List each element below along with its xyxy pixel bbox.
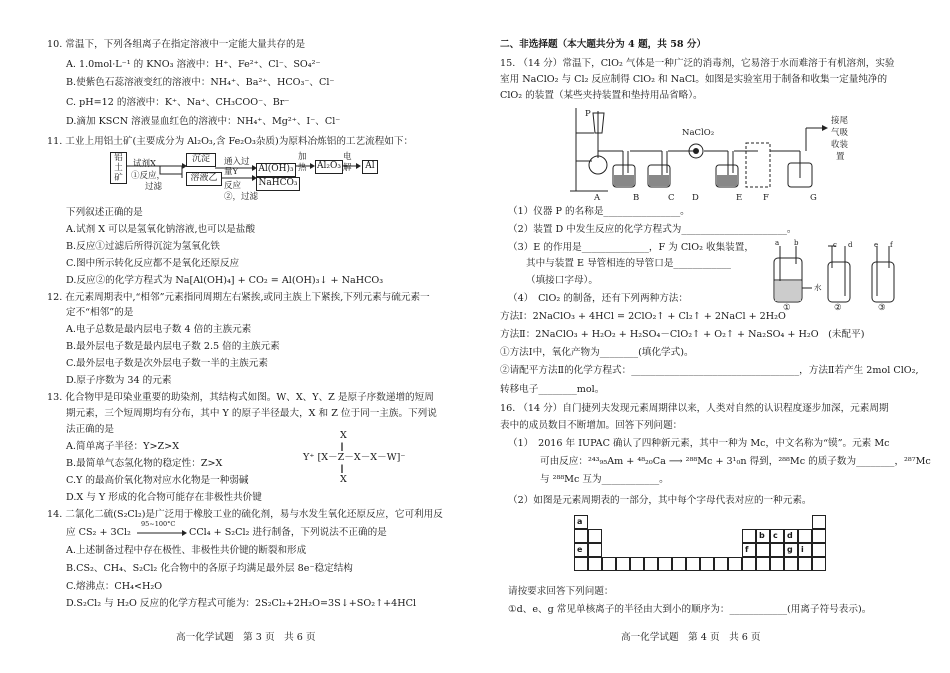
q14-option-b: B.CS₂、CH₄、S₂Cl₂ 化合物中的各原子均满足最外层 8e⁻稳定结构 xyxy=(66,563,353,574)
q16-line-6: （2）如图是元素周期表的一部分，其中每个字母代表对应的一种元素。 xyxy=(508,495,812,506)
pt-cell-he xyxy=(812,515,826,529)
pt-cell-n xyxy=(770,529,784,543)
q13-option-d: D.X 与 Y 形成的化合物可能存在非极性共价键 xyxy=(66,492,262,503)
nahco3-box: NaHCO₃ xyxy=(256,177,300,191)
q16-line-8: ①d、e、g 常见单核离子的半径由大到小的顺序为：____________(用离子符号表示)。 xyxy=(508,604,872,615)
pt-cell-ca xyxy=(588,557,602,571)
q11-intro: 下列叙述正确的是 xyxy=(66,207,143,218)
pt-cell-ti xyxy=(616,557,630,571)
q11-option-a: A.试剂 X 可以是氢氧化钠溶液,也可以是盐酸 xyxy=(66,224,256,235)
tail-gas-label-2: 气吸 xyxy=(831,128,849,138)
apparatus-label-d: D xyxy=(692,193,699,203)
solution-b-box: 溶液乙 xyxy=(186,172,222,186)
bottle-water-label: 水 xyxy=(814,283,822,292)
pt-cell-co xyxy=(686,557,700,571)
pt-cell-o xyxy=(784,529,798,543)
apparatus-label-e: E xyxy=(736,193,743,203)
q10-stem: 10. 常温下，下列各组离子在指定溶液中一定能大量共存的是 xyxy=(47,39,306,50)
left-page-footer: 高一化学试题 第 3 页 共 6 页 xyxy=(176,632,316,643)
q14-option-c: C.熔沸点：CH₄<H₂O xyxy=(66,581,163,592)
q10-option-d: D.滴加 KSCN 溶液显血红色的溶液中：NH₄⁺、Mg²⁺、I⁻、Cl⁻ xyxy=(66,116,341,127)
pt-cell-cu xyxy=(714,557,728,571)
q11-stem: 11. 工业上用铝土矿(主要成分为 Al₂O₃,含 Fe₂O₃杂质)为原料冶炼铝的工艺流程如下： xyxy=(47,136,414,147)
q12-option-a: A.电子总数是最内层电子数 4 倍的主族元素 xyxy=(66,324,252,335)
pt-cell-h xyxy=(574,529,588,543)
q13-stem-3: 法正确的是 xyxy=(66,424,114,435)
q16-line-7: 请按要求回答下列问题： xyxy=(508,586,614,597)
heat-label-1: 加 xyxy=(298,152,307,162)
bottle-port-a: a xyxy=(775,239,780,247)
apparatus-label-b: B xyxy=(633,193,640,203)
q12-stem-1: 12. 在元素周期表中,“相邻”元素指同周期左右紧挨,或同主族上下紧挨,下列元素与硫元素一 xyxy=(47,292,430,303)
pt-cell-v xyxy=(630,557,644,571)
q14-eq-left: 应 CS₂ + 3Cl₂ xyxy=(66,527,131,538)
pt-cell-p xyxy=(770,543,784,557)
q14-eq-arrow xyxy=(137,529,187,537)
bottle-1-label: ① xyxy=(783,303,791,313)
pt-cell-al xyxy=(742,543,756,557)
q16-line-3: （1） 2016 年 IUPAC 确认了四种新元素，其中一种为 Mc，中文名称为“镆”。元素 Mc xyxy=(508,438,890,449)
q10-option-b: B.使紫色石蕊溶液变红的溶液中：NH₄⁺、Ba²⁺、HCO₃⁻、Cl⁻ xyxy=(66,77,335,88)
bottle-2-label: ② xyxy=(834,303,842,313)
q15-sub-2: （2）装置 D 中发生反应的化学方程式为______________________。 xyxy=(508,224,797,235)
pt-letter-g: g xyxy=(787,545,793,554)
q15-sub-4-1: ①方法Ⅰ中，氧化产物为________(填化学式)。 xyxy=(500,347,694,358)
q15-stem-1: 15. （14 分）常温下，ClO₂ 气体是一种广泛的消毒剂，它易溶于水而难溶于有机溶剂，实验 xyxy=(500,58,895,69)
q15-sub-4: （4） ClO₂ 的制备，还有下列两种方法： xyxy=(508,293,688,304)
q15-method-2: 方法Ⅱ：2NaClO₃ + H₂O₂ + H₂SO₄－ClO₂↑ + O₂↑ + Na₂SO₄ + H₂O (未配平) xyxy=(500,329,865,340)
q16-line-5: 与 ²⁸⁸Mc 互为____________。 xyxy=(540,474,669,485)
pt-cell-si xyxy=(756,543,770,557)
pt-cell-ge xyxy=(756,557,770,571)
q13-stem-1: 13. 化合物甲是印染业重要的助染剂，其结构式如图。W、X、Y、Z 是原子序数递增的短周 xyxy=(47,392,434,403)
bottle-port-e: e xyxy=(874,241,879,249)
pt-cell-ar xyxy=(812,543,826,557)
q14-eq-right: CCl₄ + S₂Cl₂ 进行制备，下列说法不正确的是 xyxy=(189,527,387,538)
electrolysis-label-2: 解 xyxy=(343,163,352,173)
pt-cell-ga xyxy=(742,557,756,571)
reaction1-label: ①反应， xyxy=(131,171,166,181)
pass-in-label: 通入过 xyxy=(224,157,250,167)
apparatus-label-c: C xyxy=(668,193,675,203)
structure-double-bond-top: ‖ xyxy=(340,442,344,451)
pt-cell-ne xyxy=(812,529,826,543)
q15-sub-1: （1）仪器 P 的名称是________________。 xyxy=(508,206,690,217)
q11-option-b: B.反应①过滤后所得沉淀为氢氧化铁 xyxy=(66,241,221,252)
q11-option-c: C.图中所示转化反应都不是氧化还原反应 xyxy=(66,258,240,269)
q10-option-a: A. 1.0mol·L⁻¹ 的 KNO₃ 溶液中：H⁺、Fe²⁺、Cl⁻、SO₄²⁻ xyxy=(66,59,321,70)
q15-sub-4-2: ②请配平方法Ⅱ的化学方程式：___________________________________，方法Ⅱ若产生 2mol ClO₂, xyxy=(500,365,919,376)
bottle-3-label: ③ xyxy=(878,303,886,313)
apparatus-diagram xyxy=(568,103,868,208)
bottle-port-d: d xyxy=(848,241,853,249)
pt-cell-ni xyxy=(700,557,714,571)
pt-cell-kr xyxy=(812,557,826,571)
precipitate-box: 沉淀 xyxy=(186,153,216,167)
pt-cell-c xyxy=(756,529,770,543)
q13-stem-2: 期元素，三个短周期均有分布，其中 Y 的原子半径最大，X 和 Z 位于同一主族。下列说 xyxy=(66,408,437,419)
tail-gas-label-1: 接尾 xyxy=(831,116,849,126)
section-heading: 二、非选择题（本大题共分为 4 题，共 58 分） xyxy=(500,39,707,50)
bottle-port-c: c xyxy=(833,241,837,249)
q15-sub-3b: 其中与装置 E 导管相连的导管口是____________ xyxy=(526,258,731,269)
q14-stem-1: 14. 二氯化二硫(S₂Cl₂)是广泛用于橡胶工业的硫化剂，易与水发生氧化还原反应，它可利用反 xyxy=(47,509,443,520)
reaction2-label: 反应 xyxy=(224,181,242,191)
pt-cell-mg xyxy=(588,543,602,557)
pt-cell-fe xyxy=(672,557,686,571)
q13-option-b: B.最简单气态氢化物的稳定性：Z>X xyxy=(66,458,223,469)
pt-cell-b xyxy=(742,529,756,543)
q15-sub-3c: （填接口字母）。 xyxy=(526,275,598,286)
al-box: Al xyxy=(362,160,378,174)
q16-line-1: 16. （14 分）自门捷列夫发现元素周期律以来，人类对自然的认识程度逐步加深，元素周期 xyxy=(500,403,889,414)
pt-cell-cl xyxy=(798,543,812,557)
pt-letter-a: a xyxy=(577,517,583,526)
structure-double-bond-bottom: ‖ xyxy=(340,464,344,473)
pt-letter-b: b xyxy=(759,531,765,540)
bottle-port-f: f xyxy=(890,241,893,249)
pt-letter-d: d xyxy=(787,531,793,540)
q13-option-a: A.简单离子半径：Y>Z>X xyxy=(66,441,180,452)
q14-option-d: D.S₂Cl₂ 与 H₂O 反应的化学方程式可能为：2S₂Cl₂+2H₂O=3S↓+SO₂↑+4HCl xyxy=(66,598,417,609)
right-page xyxy=(478,0,950,673)
pt-cell-br xyxy=(798,557,812,571)
filter2-label: ②，过滤 xyxy=(224,192,259,202)
electrolysis-label-1: 电 xyxy=(343,152,352,162)
pt-cell-mn xyxy=(658,557,672,571)
q15-sub-4-3: 转移电子________mol。 xyxy=(500,384,605,395)
q16-line-4: 可由反应：²⁴³₉₅Am + ⁴⁸₂₀Ca ⟶ ²⁸⁸Mc + 3¹₀n 得到，²⁸⁸Mc 的质子数为________，²⁸⁷Mc xyxy=(540,456,931,467)
q11-option-d: D.反应②的化学方程式为 Na[Al(OH)₄] + CO₂ = Al(OH)₃↓ + NaHCO₃ xyxy=(66,275,384,286)
pt-cell-f xyxy=(798,529,812,543)
q12-option-b: B.最外层电子数是最内层电子数 2.5 倍的主族元素 xyxy=(66,341,280,352)
q15-method-1: 方法Ⅰ：2NaClO₃ + 4HCl = 2ClO₂↑ + Cl₂↑ + 2NaCl + 2H₂O xyxy=(500,311,786,322)
q15-stem-2: 室用 NaClO₂ 与 Cl₂ 反应制得 ClO₂ 和 NaCl。如图是实验室用于制备和收集一定量纯净的 xyxy=(500,74,888,85)
structure-main: Y⁺ [X－Z－X－X－W]⁻ xyxy=(303,452,406,463)
ore-box xyxy=(110,152,127,184)
q12-option-d: D.原子序数为 34 的元素 xyxy=(66,375,172,386)
aloh3-box: Al(OH)₃ xyxy=(256,163,296,177)
pt-letter-c: c xyxy=(773,531,778,540)
apparatus-label-g: G xyxy=(810,193,817,203)
structure-top-x: X xyxy=(340,430,347,441)
apparatus-label-f: F xyxy=(763,193,769,203)
al2o3-box: Al₂O₃ xyxy=(315,160,343,174)
structure-bottom-x: X xyxy=(340,474,347,485)
pt-cell-s xyxy=(784,543,798,557)
pt-cell-k xyxy=(574,557,588,571)
filter1-label: 过滤 xyxy=(145,182,163,192)
q10-option-c: C. pH=12 的溶液中：K⁺、Na⁺、CH₃COO⁻、Br⁻ xyxy=(66,97,290,108)
pt-letter-i: i xyxy=(801,545,804,554)
tail-gas-label-4: 置 xyxy=(836,152,845,162)
pt-cell-e xyxy=(574,543,588,557)
pt-cell-se xyxy=(784,557,798,571)
excess-y-label: 量Y xyxy=(224,167,239,177)
pt-cell-sc xyxy=(602,557,616,571)
right-page-footer: 高一化学试题 第 4 页 共 6 页 xyxy=(621,632,761,643)
reagent-x-label: 试剂X xyxy=(133,159,157,169)
q14-option-a: A.上述制备过程中存在极性、非极性共价键的断裂和形成 xyxy=(66,545,307,556)
pt-cell-a xyxy=(574,515,588,529)
bottle-port-b: b xyxy=(794,239,799,247)
q15-stem-3: ClO₂ 的装置（某些夹持装置和垫持用品省略）。 xyxy=(500,90,703,101)
q14-eq-condition: 95~100°C xyxy=(141,520,176,528)
pt-cell-as xyxy=(770,557,784,571)
q15-sub-3a: （3）E 的作用是______________，F 为 ClO₂ 收集装置， xyxy=(508,242,754,253)
apparatus-p-label: P xyxy=(585,109,591,119)
q13-option-c: C.Y 的最高价氧化物对应水化物是一种弱碱 xyxy=(66,475,249,486)
heat-label-2: 热 xyxy=(298,163,307,173)
pt-letter-f: f xyxy=(745,545,749,554)
apparatus-label-a: A xyxy=(594,193,601,203)
tail-gas-label-3: 收装 xyxy=(831,140,849,150)
pt-cell-be xyxy=(588,529,602,543)
pt-letter-e: e xyxy=(577,545,583,554)
ore-label-2: 矿 xyxy=(114,173,123,183)
ore-label-1: 铝土 xyxy=(114,153,123,173)
q16-line-2: 表中的成员数目不断增加。回答下列问题： xyxy=(500,420,683,431)
apparatus-naclo2-label: NaClO₂ xyxy=(682,128,715,138)
q12-stem-2: 定不“相邻”的是 xyxy=(66,307,134,318)
pt-cell-zn xyxy=(728,557,742,571)
pt-cell-cr xyxy=(644,557,658,571)
q12-option-c: C.最外层电子数是次外层电子数一半的主族元素 xyxy=(66,358,268,369)
